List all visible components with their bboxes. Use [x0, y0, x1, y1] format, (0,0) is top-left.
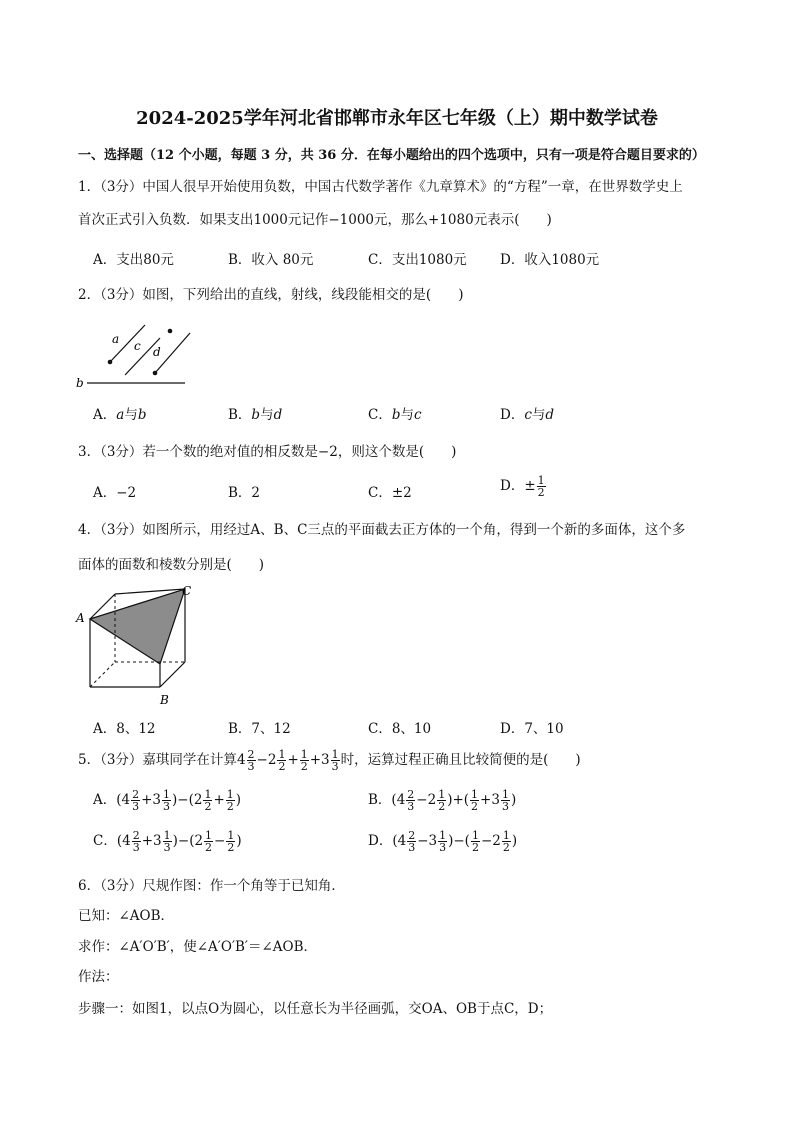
q2-stem: 2．（3分）如图，下列给出的直线，射线，线段能相交的是( ): [78, 287, 464, 303]
q4-cube-figure: [70, 582, 200, 710]
q3-option-d: D．± $\frac{1}{2}$: [500, 474, 545, 499]
q1-stem-line1: 1．（3分）中国人很早开始使用负数，中国古代数学著作《九章算术》的“方程”一章，在世界数学史上: [78, 179, 683, 195]
q1-stem-line2: 首次正式引入负数．如果支出1000元记作−1000元，那么+1080元表示( ): [78, 212, 552, 228]
label-d: d: [153, 345, 161, 359]
q2-option-a: A．a与b: [93, 407, 147, 423]
cut-triangle: [90, 589, 185, 664]
q2-option-b: B．b与d: [228, 407, 283, 423]
q1-option-c: C．支出1080元: [368, 252, 467, 268]
q4-stem-line1: 4．（3分）如图所示，用经过A、B、C三点的平面截去正方体的一个角，得到一个新的多面体，这个多: [78, 522, 686, 538]
q1-option-d: D．收入1080元: [500, 252, 600, 268]
q3-stem: 3．（3分）若一个数的绝对值的相反数是−2，则这个数是( ): [78, 444, 457, 460]
point-a: [108, 360, 113, 365]
q1-option-b: B．收入 80元: [228, 252, 314, 268]
q4-option-a: A．8、12: [93, 721, 156, 737]
q1-option-a: A．支出80元: [93, 252, 174, 268]
q2-option-c: C．b与c: [368, 407, 422, 423]
q5-option-d: D．(4 $\frac{2}{3}$ −3 $\frac{1}{3}$ )−( $\frac{1}{2}$ −2 $\frac{1}{2}$ ): [368, 829, 518, 854]
q5-option-b: B．(4 $\frac{2}{3}$ −2 $\frac{1}{2}$ )+( $\frac{1}{2}$ +3 $\frac{1}{3}$ ): [368, 788, 517, 813]
label-a: a: [112, 332, 120, 346]
q4-option-d: D．7、10: [500, 721, 564, 737]
page-title: 2024-2025学年河北省邯郸市永年区七年级（上）期中数学试卷: [136, 108, 658, 129]
label-c: c: [134, 339, 141, 353]
q4-option-b: B．7、12: [228, 721, 291, 737]
label-B: B: [160, 693, 169, 707]
q5-stem: 5．（3分）嘉琪同学在计算4 $\frac{2}{3}$ −2 $\frac{1}{2}$ + $\frac{1}{2}$ +3 $\frac{1}{3}$ 时，运算过程正确且比较简便的是( ): [78, 748, 581, 773]
q6-method: 作法：: [78, 969, 119, 985]
point-d-2: [168, 329, 173, 334]
q3-option-c: C．±2: [368, 485, 412, 501]
label-A: A: [76, 611, 85, 625]
q2-option-d: D．c与d: [500, 407, 555, 423]
q4-stem-line2: 面体的面数和棱数分别是( ): [78, 557, 265, 573]
q3-option-b: B．2: [228, 485, 261, 501]
q6-step1: 步骤一：如图1，以点O为圆心，以任意长为半径画弧，交OA、OB于点C，D；: [78, 1001, 553, 1017]
point-d-1: [153, 371, 158, 376]
label-C: C: [182, 584, 192, 598]
q6-find: 求作：∠A′O′B′，使∠A′O′B′＝∠AOB．: [78, 939, 318, 955]
q5-option-a: A．(4 $\frac{2}{3}$ +3 $\frac{1}{3}$ )−(2 $\frac{1}{2}$ + $\frac{1}{2}$ ): [93, 788, 242, 813]
section-heading: 一、选择题（12 个小题，每题 3 分，共 36 分．在每小题给出的四个选项中，只有一项是符合题目要求的）: [78, 148, 705, 163]
label-b: b: [76, 376, 84, 390]
q3-option-a: A．−2: [93, 485, 137, 501]
q5-option-c: C．(4 $\frac{2}{3}$ +3 $\frac{1}{3}$ )−(2 $\frac{1}{2}$ − $\frac{1}{2}$ ): [93, 829, 242, 854]
q2-figure: [70, 315, 200, 390]
q6-given: 已知：∠AOB．: [78, 908, 175, 924]
q6-stem: 6．（3分）尺规作图：作一个角等于已知角．: [78, 878, 345, 894]
fraction-one-half: $\frac{1}{2}$: [537, 474, 545, 499]
q5-expression: 4 $\frac{2}{3}$ −2 $\frac{1}{2}$ + $\frac{1}{2}$ +3 $\frac{1}{3}$: [236, 748, 339, 773]
q4-option-c: C．8、10: [368, 721, 432, 737]
